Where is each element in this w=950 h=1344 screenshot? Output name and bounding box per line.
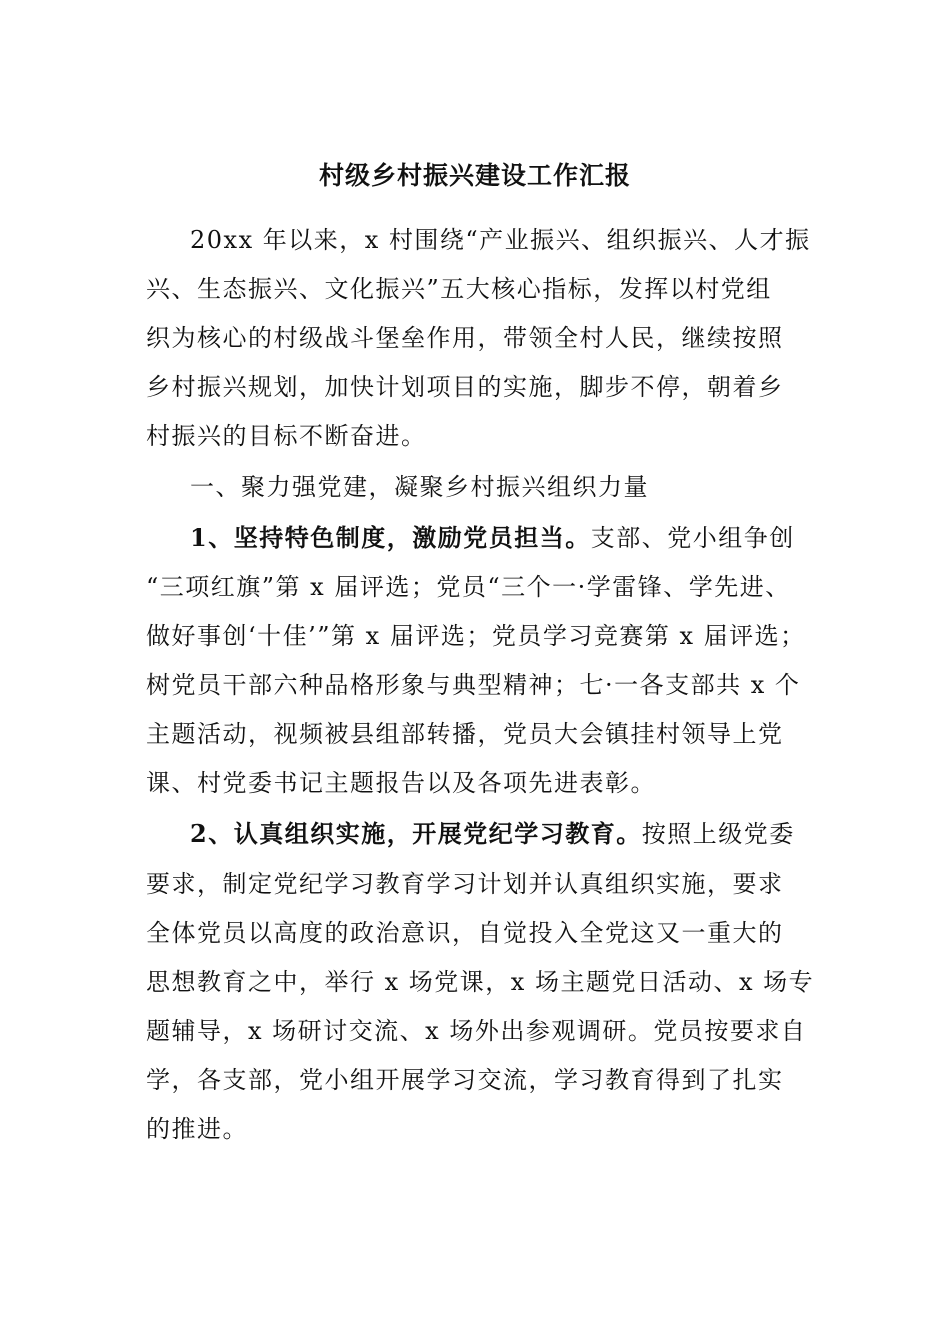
item-2-lead: 2、认真组织实施，开展党纪学习教育。 — [190, 819, 642, 848]
item-1-first-line — [190, 518, 795, 558]
item-2-first-line-rest: 按照上级党委 — [641, 820, 795, 848]
item-2-line-3: 全体党员以高度的政治意识，自觉投入全党这又一重大的 — [146, 919, 784, 947]
item-1-line-5: 主题活动，视频被县组部转播，党员大会镇挂村领导上党 — [146, 720, 784, 748]
intro-line-4: 乡村振兴规划，加快计划项目的实施，脚步不停，朝着乡 — [146, 373, 784, 401]
item-2-line-5: 题辅导，x 场研讨交流、x 场外出参观调研。党员按要求自 — [146, 1017, 807, 1045]
item-1-line-2: “三项红旗”第 x 届评选；党员“三个一·学雷锋、学先进、 — [146, 573, 791, 601]
item-2-line-2: 要求，制定党纪学习教育学习计划并认真组织实施，要求 — [146, 870, 784, 898]
item-1-line-6: 课、村党委书记主题报告以及各项先进表彰。 — [146, 769, 656, 797]
item-1-line-4: 树党员干部六种品格形象与典型精神；七·一各支部共 x 个 — [146, 671, 801, 699]
intro-line-2: 兴、生态振兴、文化振兴”五大核心指标，发挥以村党组 — [146, 275, 772, 303]
intro-line-5: 村振兴的目标不断奋进。 — [146, 422, 427, 450]
item-1-line-3: 做好事创‘十佳’”第 x 届评选；党员学习竞赛第 x 届评选； — [146, 622, 806, 650]
item-2-first-line — [190, 814, 795, 854]
item-1-first-line-rest: 支部、党小组争创 — [590, 524, 795, 552]
item-2-line-4: 思想教育之中，举行 x 场党课，x 场主题党日活动、x 场专 — [146, 968, 815, 996]
document-title: 村级乡村振兴建设工作汇报 — [318, 161, 631, 190]
intro-line-1: 20xx 年以来，x 村围绕“产业振兴、组织振兴、人才振 — [190, 226, 811, 254]
intro-line-3: 织为核心的村级战斗堡垒作用，带领全村人民，继续按照 — [146, 324, 784, 352]
section-1-heading: 一、聚力强党建，凝聚乡村振兴组织力量 — [190, 473, 649, 501]
item-2-line-6: 学，各支部，党小组开展学习交流，学习教育得到了扎实 — [146, 1066, 784, 1094]
item-1-lead: 1、坚持特色制度，激励党员担当。 — [190, 523, 591, 552]
item-2-line-7: 的推进。 — [146, 1115, 248, 1143]
